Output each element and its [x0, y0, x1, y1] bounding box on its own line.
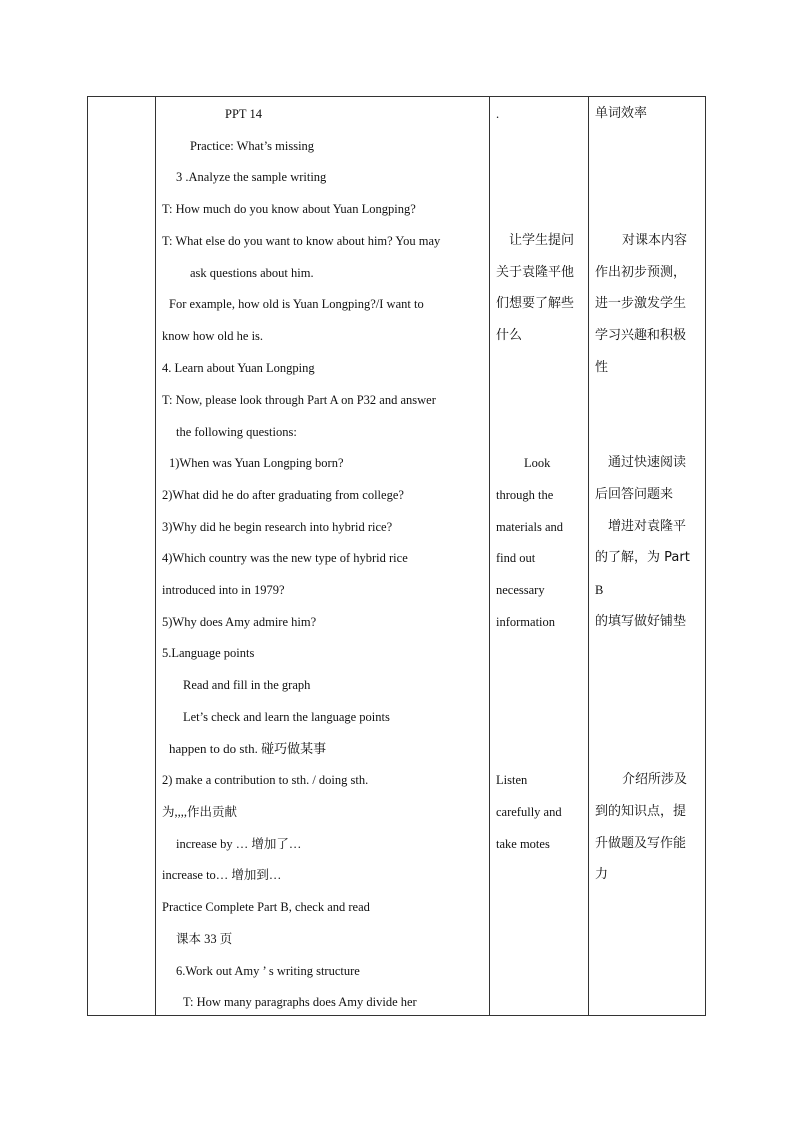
- content-line: the following questions:: [176, 425, 297, 439]
- activity-line: Look: [524, 456, 551, 470]
- content-line: ask questions about him.: [190, 266, 314, 280]
- content-line: know how old he is.: [162, 329, 264, 343]
- purpose-line: 升做题及写作能: [595, 836, 687, 851]
- purpose-line: 进一步激发学生: [595, 296, 687, 311]
- activity-line: 们想要了解些: [496, 296, 575, 311]
- content-line: 2)What did he do after graduating from college?: [162, 488, 404, 502]
- content-line: 为,,,,作出贡献: [162, 805, 238, 819]
- content-line: 5)Why does Amy admire him?: [162, 615, 317, 629]
- purpose-line: 通过快速阅读: [608, 455, 687, 470]
- content-line: T: Now, please look through Part A on P32 and answer: [162, 393, 436, 407]
- lesson-table: [87, 96, 706, 1016]
- column-divider: [489, 97, 490, 1015]
- content-line: happen to do sth. 碰巧做某事: [169, 741, 327, 756]
- content-line: 4)Which country was the new type of hybrid rice: [162, 551, 408, 565]
- purpose-line: 作出初步预测，: [595, 265, 687, 280]
- activity-line: .: [496, 107, 500, 121]
- content-line: T: What else do you want to know about him? You may: [162, 234, 441, 248]
- purpose-line: 的了解，为 Part: [595, 550, 690, 565]
- purpose-line: 单词效率: [595, 106, 648, 121]
- activity-line: find out: [496, 551, 536, 565]
- activity-line: 什么: [496, 328, 523, 343]
- content-line: 3)Why did he begin research into hybrid rice?: [162, 520, 393, 534]
- content-line: 5.Language points: [162, 646, 255, 660]
- activity-line: materials and: [496, 520, 563, 534]
- content-line: 3 .Analyze the sample writing: [176, 170, 327, 184]
- purpose-line: 到的知识点，提: [595, 804, 687, 819]
- purpose-line: 对课本内容: [622, 233, 688, 248]
- content-line: Let’s check and learn the language points: [183, 710, 390, 724]
- content-line: For example, how old is Yuan Longping?/I want to: [169, 297, 424, 311]
- activity-line: through the: [496, 488, 554, 502]
- purpose-line: 的填写做好铺垫: [595, 614, 687, 629]
- content-line: introduced into in 1979?: [162, 583, 285, 597]
- content-line: Practice: What’s missing: [190, 139, 315, 153]
- activity-line: Listen: [496, 773, 528, 787]
- activity-line: necessary: [496, 583, 545, 597]
- content-line: increase to… 增加到…: [162, 868, 282, 882]
- content-line: 1)When was Yuan Longping born?: [169, 456, 344, 470]
- activity-line: information: [496, 615, 556, 629]
- content-line: T: How much do you know about Yuan Longping?: [162, 202, 416, 216]
- content-line: T: How many paragraphs does Amy divide her: [183, 995, 417, 1009]
- content-line: Read and fill in the graph: [183, 678, 311, 692]
- column-divider: [155, 97, 156, 1015]
- purpose-line: 力: [595, 867, 609, 882]
- activity-line: take motes: [496, 837, 550, 851]
- purpose-line: B: [595, 583, 604, 597]
- activity-line: 让学生提问: [509, 233, 575, 248]
- content-line: 2) make a contribution to sth. / doing sth.: [162, 773, 369, 787]
- content-line: PPT 14: [225, 107, 262, 121]
- purpose-line: 增进对袁隆平: [608, 519, 687, 534]
- column-divider: [588, 97, 589, 1015]
- purpose-line: 后回答问题来: [595, 487, 674, 502]
- content-line: 4. Learn about Yuan Longping: [162, 361, 315, 375]
- activity-line: carefully and: [496, 805, 562, 819]
- content-line: Practice Complete Part B, check and read: [162, 900, 370, 914]
- content-line: 课本 33 页: [176, 932, 233, 946]
- purpose-line: 学习兴趣和积极: [595, 328, 687, 343]
- content-line: increase by … 增加了…: [176, 837, 302, 851]
- content-line: 6.Work out Amy ’ s writing structure: [176, 964, 360, 978]
- purpose-line: 介绍所涉及: [622, 772, 688, 787]
- purpose-line: 性: [595, 360, 609, 375]
- activity-line: 关于袁隆平他: [496, 265, 575, 280]
